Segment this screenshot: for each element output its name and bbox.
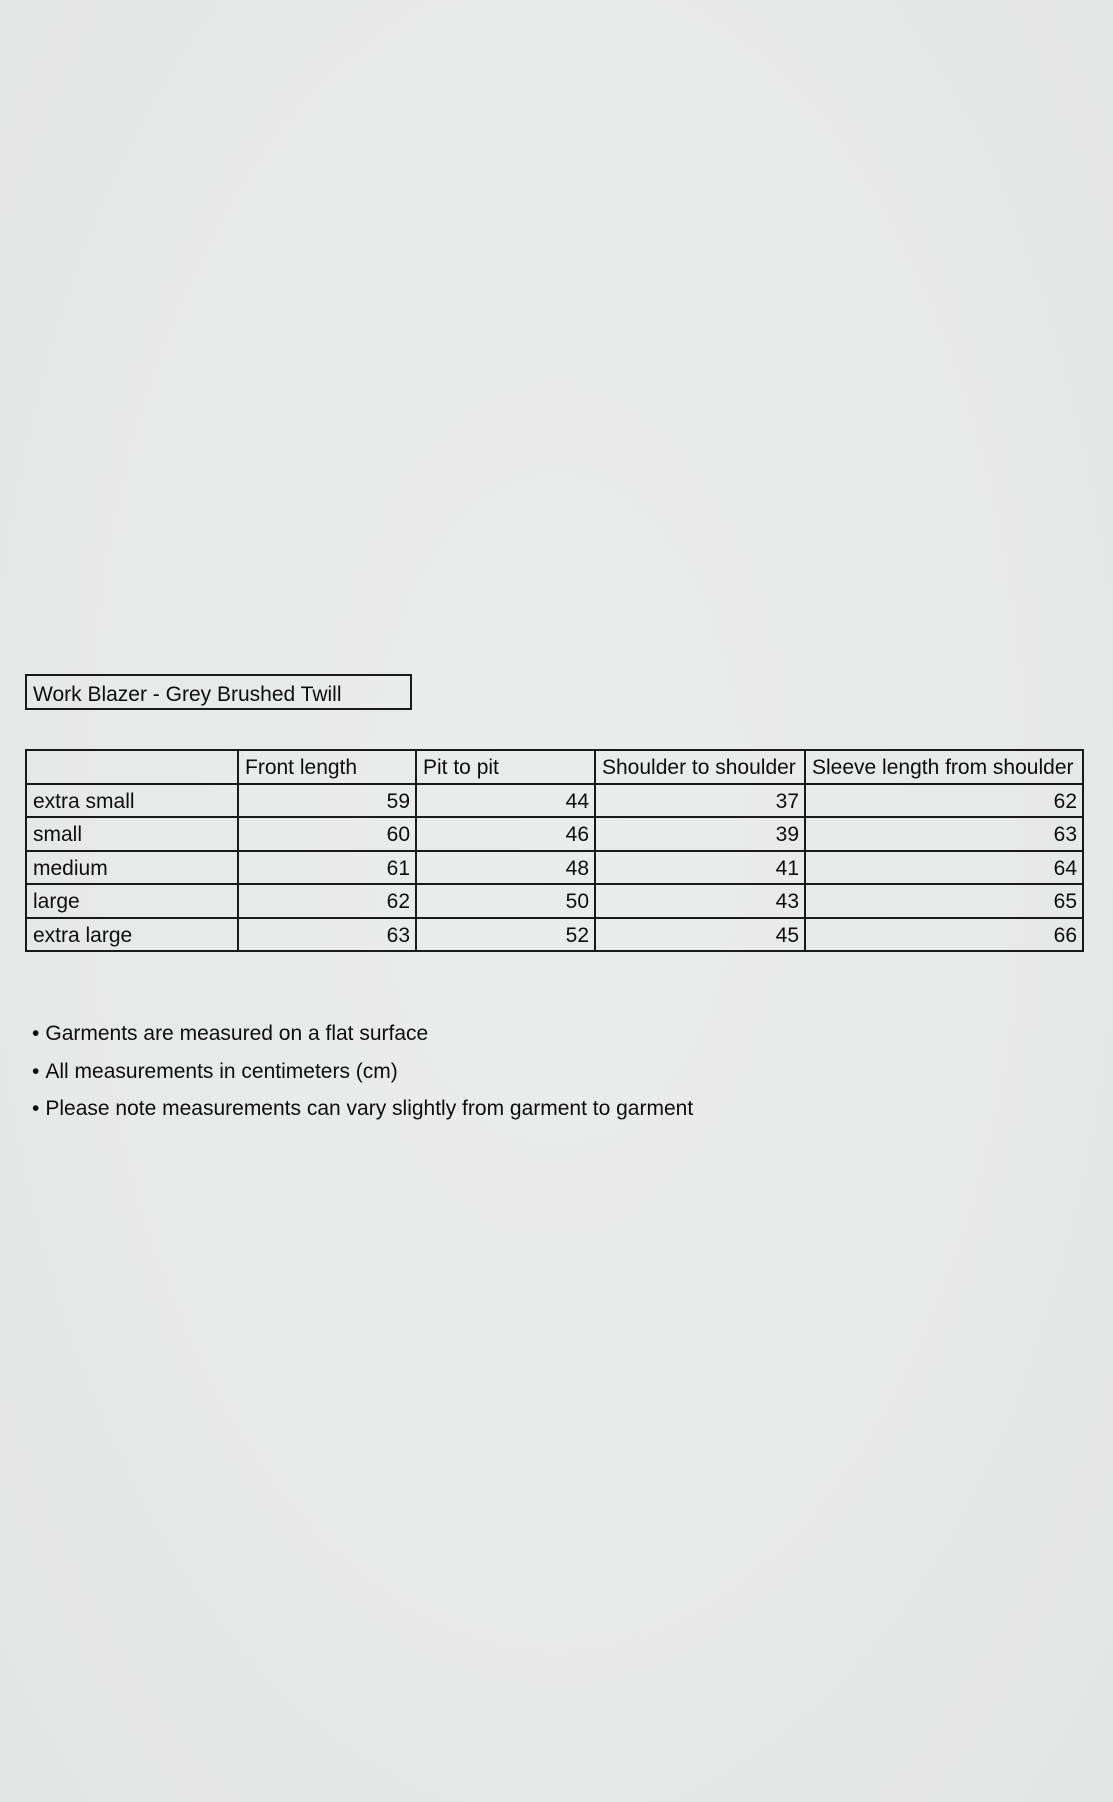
- pit-to-pit-value: 50: [416, 884, 595, 918]
- product-title: Work Blazer - Grey Brushed Twill: [25, 674, 412, 710]
- sleeve-length-value: 64: [805, 851, 1083, 885]
- pit-to-pit-value: 48: [416, 851, 595, 885]
- table-header-row: [26, 750, 1083, 784]
- sleeve-length-value: 62: [805, 784, 1083, 818]
- front-length-value: 61: [238, 851, 416, 885]
- front-length-value: 62: [238, 884, 416, 918]
- size-label: extra small: [26, 784, 238, 818]
- pit-to-pit-value: 44: [416, 784, 595, 818]
- sleeve-length-value: 65: [805, 884, 1083, 918]
- header-shoulder-to-shoulder: Shoulder to shoulder: [595, 750, 805, 784]
- front-length-value: 63: [238, 918, 416, 952]
- size-label: medium: [26, 851, 238, 885]
- table-row: [26, 817, 1083, 851]
- note-text: All measurements in centimeters (cm): [45, 1059, 398, 1083]
- front-length-value: 60: [238, 817, 416, 851]
- header-pit-to-pit: Pit to pit: [416, 750, 595, 784]
- sleeve-length-value: 63: [805, 817, 1083, 851]
- size-chart-table: [25, 749, 1084, 952]
- size-label: extra large: [26, 918, 238, 952]
- shoulder-value: 45: [595, 918, 805, 952]
- list-item: [32, 1055, 693, 1093]
- shoulder-value: 43: [595, 884, 805, 918]
- header-corner-cell: [26, 750, 238, 784]
- table-row: [26, 884, 1083, 918]
- header-front-length: Front length: [238, 750, 416, 784]
- size-label: small: [26, 817, 238, 851]
- size-label: large: [26, 884, 238, 918]
- shoulder-value: 39: [595, 817, 805, 851]
- table-row: [26, 918, 1083, 952]
- note-text: Garments are measured on a flat surface: [45, 1022, 429, 1045]
- table-row: [26, 851, 1083, 885]
- bullet: •: [32, 1097, 40, 1120]
- header-sleeve-length: Sleeve length from shoulder: [805, 750, 1083, 784]
- note-text: Please note measurements can vary slightly from garment to garment: [45, 1097, 694, 1120]
- pit-to-pit-value: 52: [416, 918, 595, 952]
- list-item: [32, 1092, 693, 1130]
- list-item: [32, 1017, 693, 1055]
- bullet: •: [32, 1022, 40, 1045]
- bullet: •: [32, 1059, 40, 1083]
- sleeve-length-value: 66: [805, 918, 1083, 952]
- shoulder-value: 37: [595, 784, 805, 818]
- shoulder-value: 41: [595, 851, 805, 885]
- table-row: [26, 784, 1083, 818]
- front-length-value: 59: [238, 784, 416, 818]
- pit-to-pit-value: 46: [416, 817, 595, 851]
- measurement-notes: [32, 1017, 693, 1130]
